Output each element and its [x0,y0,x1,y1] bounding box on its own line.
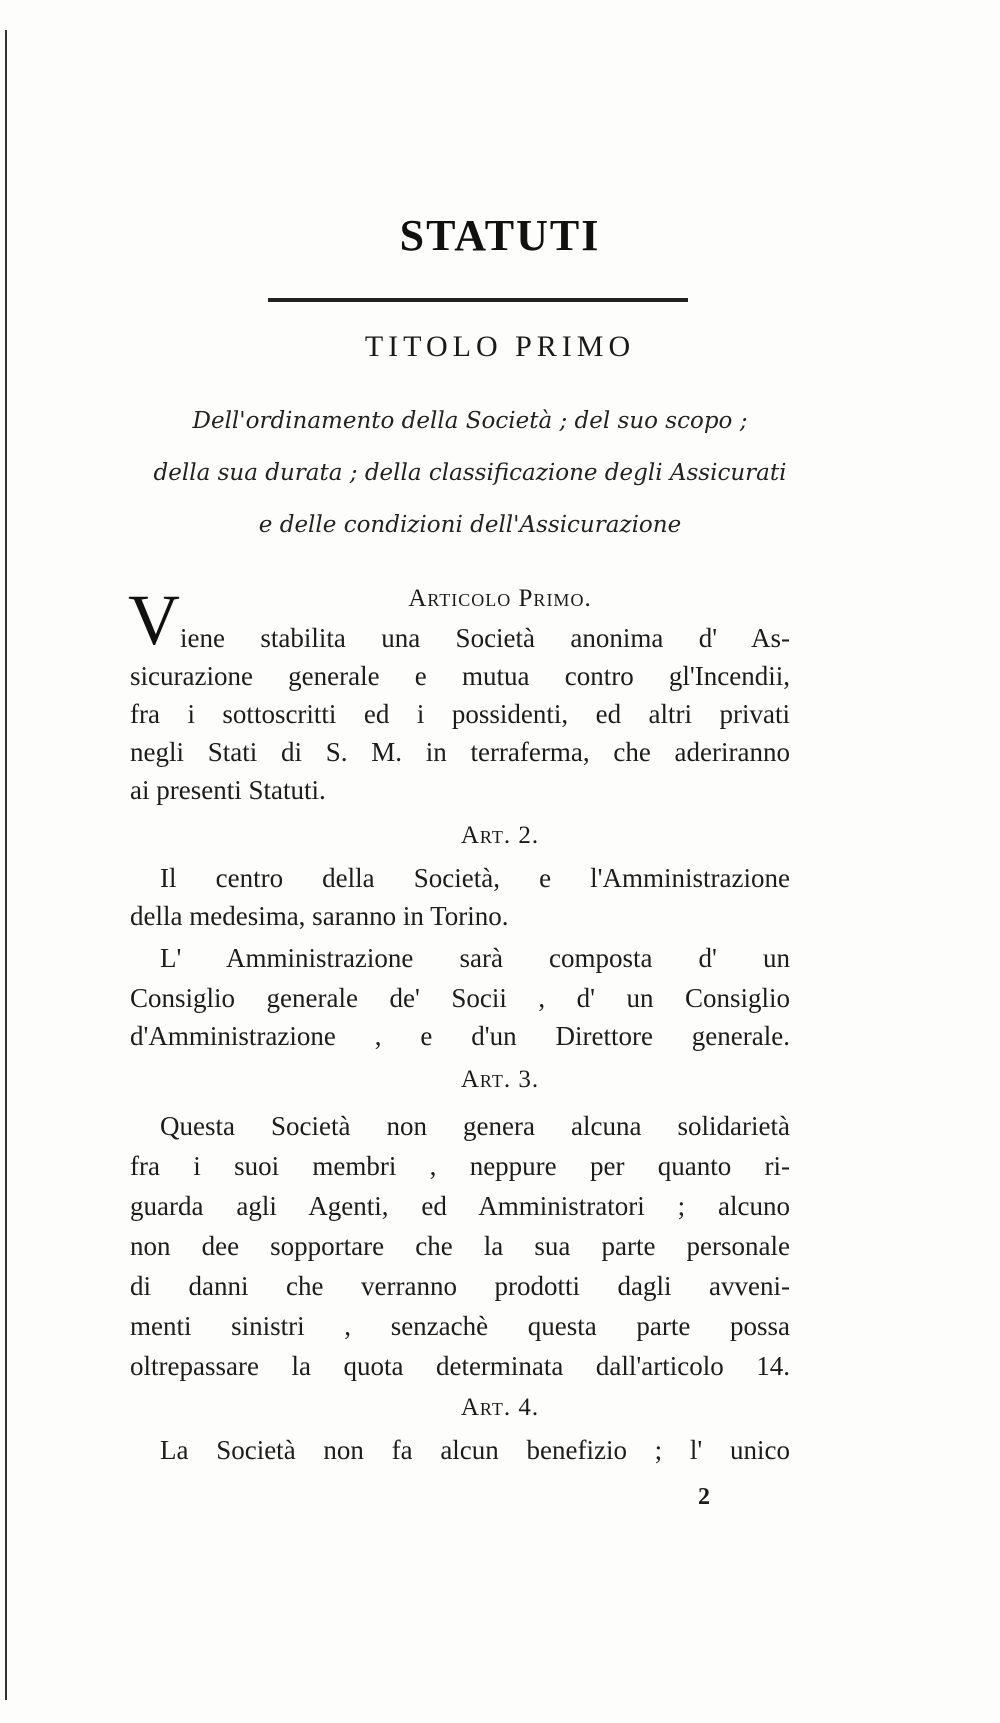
text-line: d'Amministrazione , e d'un Direttore generale. [130,1021,790,1051]
text-line: fra i suoi membri , neppure per quanto ri- [130,1151,790,1181]
text-line: menti sinistri , senzachè questa parte possa [130,1311,790,1341]
text-line: ai presenti Statuti. [130,775,326,805]
text-line: Consiglio generale de' Socii , d' un Consiglio [130,983,790,1013]
subtitle-line: Dell'ordinamento della Società ; del suo scopo ; [192,408,748,434]
text-line: della medesima, saranno in Torino. [130,901,509,931]
drop-cap: V [128,580,180,660]
text-line: iene stabilita una Società anonima d' As- [180,623,790,653]
article-heading: Art. 3. [460,1066,540,1093]
text-line: La Società non fa alcun benefizio ; l' unico [160,1435,790,1465]
text-line: non dee sopportare che la sua parte personale [130,1231,790,1261]
text-line: fra i sottoscritti ed i possidenti, ed altri privati [130,699,790,729]
subtitle-line: e delle condizioni dell'Assicurazione [258,512,682,538]
section-title: TITOLO PRIMO [364,330,636,363]
text-line: negli Stati di S. M. in terraferma, che aderiranno [130,737,790,767]
title-divider [268,298,688,302]
text-line: di danni che verranno prodotti dagli avveni- [130,1271,790,1301]
text-line: L' Amministrazione sarà composta d' un [160,943,790,973]
text-line: Questa Società non genera alcuna solidarietà [160,1111,790,1141]
page-heading: STATUTI [399,211,601,260]
text-line: Il centro della Società, e l'Amministrazione [160,863,790,893]
article-heading: Articolo Primo. [408,585,592,612]
text-line: oltrepassare la quota determinata dall'articolo 14. [130,1351,790,1381]
article-heading: Art. 2. [460,822,540,849]
text-line: guarda agli Agenti, ed Amministratori ; alcuno [130,1191,790,1221]
page-number: 2 [698,1484,710,1510]
subtitle-line: della sua durata ; della classificazione degli Assicurati [153,460,787,486]
page-edge-rule [5,30,7,1700]
article-heading: Art. 4. [460,1394,540,1421]
text-line: sicurazione generale e mutua contro gl'Incendii, [130,661,790,691]
